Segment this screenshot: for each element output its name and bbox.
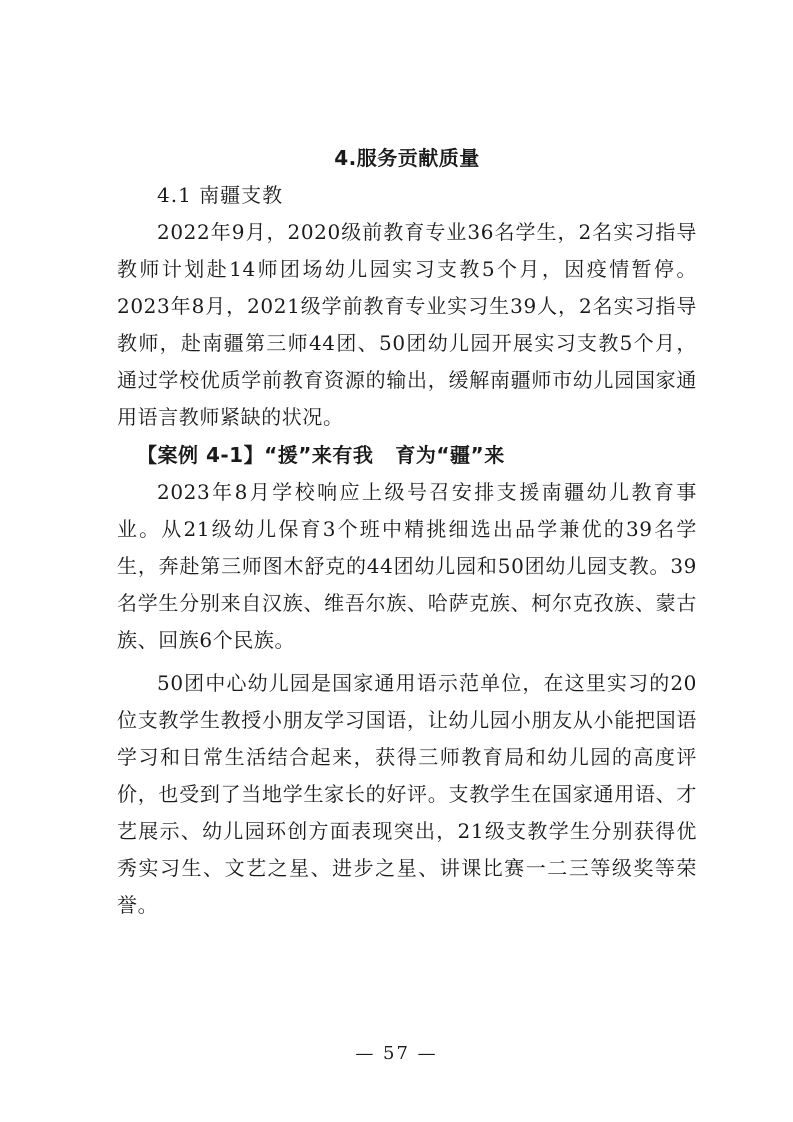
- page-number: — 57 —: [355, 1043, 438, 1064]
- body-paragraph: 2022年9月，2020级前教育专业36名学生，2名实习指导教师计划赴14师团场幼儿园实习支教5个月，因疫情暂停。2023年8月，2021级学前教育专业实习生39人，2名实习指导教师，赴南疆第三师44团、50团幼儿园开展实习支教5个月，通过学校优质学前教育资源的输出，缓解南疆师市幼儿园国家通用语言教师紧缺的状况。: [117, 220, 697, 429]
- case-title: [117, 436, 697, 474]
- case-label: 【案例 4-1】: [137, 443, 265, 467]
- case-paragraph-2: 50团中心幼儿园是国家通用语示范单位，在这里实习的20位支教学生教授小朋友学习国语，让幼儿园小朋友从小能把国语学习和日常生活结合起来，获得三师教育局和幼儿园的高度评价，也受到了当地学生家长的好评。支教学生在国家通用语、才艺展示、幼儿园环创方面表现突出，21级支教学生分别获得优秀实习生、文艺之星、进步之星、讲课比赛一二三等级奖等荣誉。: [117, 671, 697, 917]
- section-title: 4.服务贡献质量: [334, 146, 480, 170]
- case-paragraph-1: 2023年8月学校响应上级号召安排支援南疆幼儿教育事业。从21级幼儿保育3个班中精挑细选出品学兼优的39名学生，奔赴第三师图木舒克的44团幼儿园和50团幼儿园支教。39名学生分别来自汉族、维吾尔族、哈萨克族、柯尔克孜族、蒙古族、回族6个民族。: [117, 480, 697, 652]
- case-title-part1: “援”来有我: [264, 443, 374, 467]
- subsection-title: 4.1 南疆支教: [157, 183, 284, 207]
- document-page: [117, 140, 697, 924]
- case-title-part2: 育为“疆”来: [395, 443, 505, 467]
